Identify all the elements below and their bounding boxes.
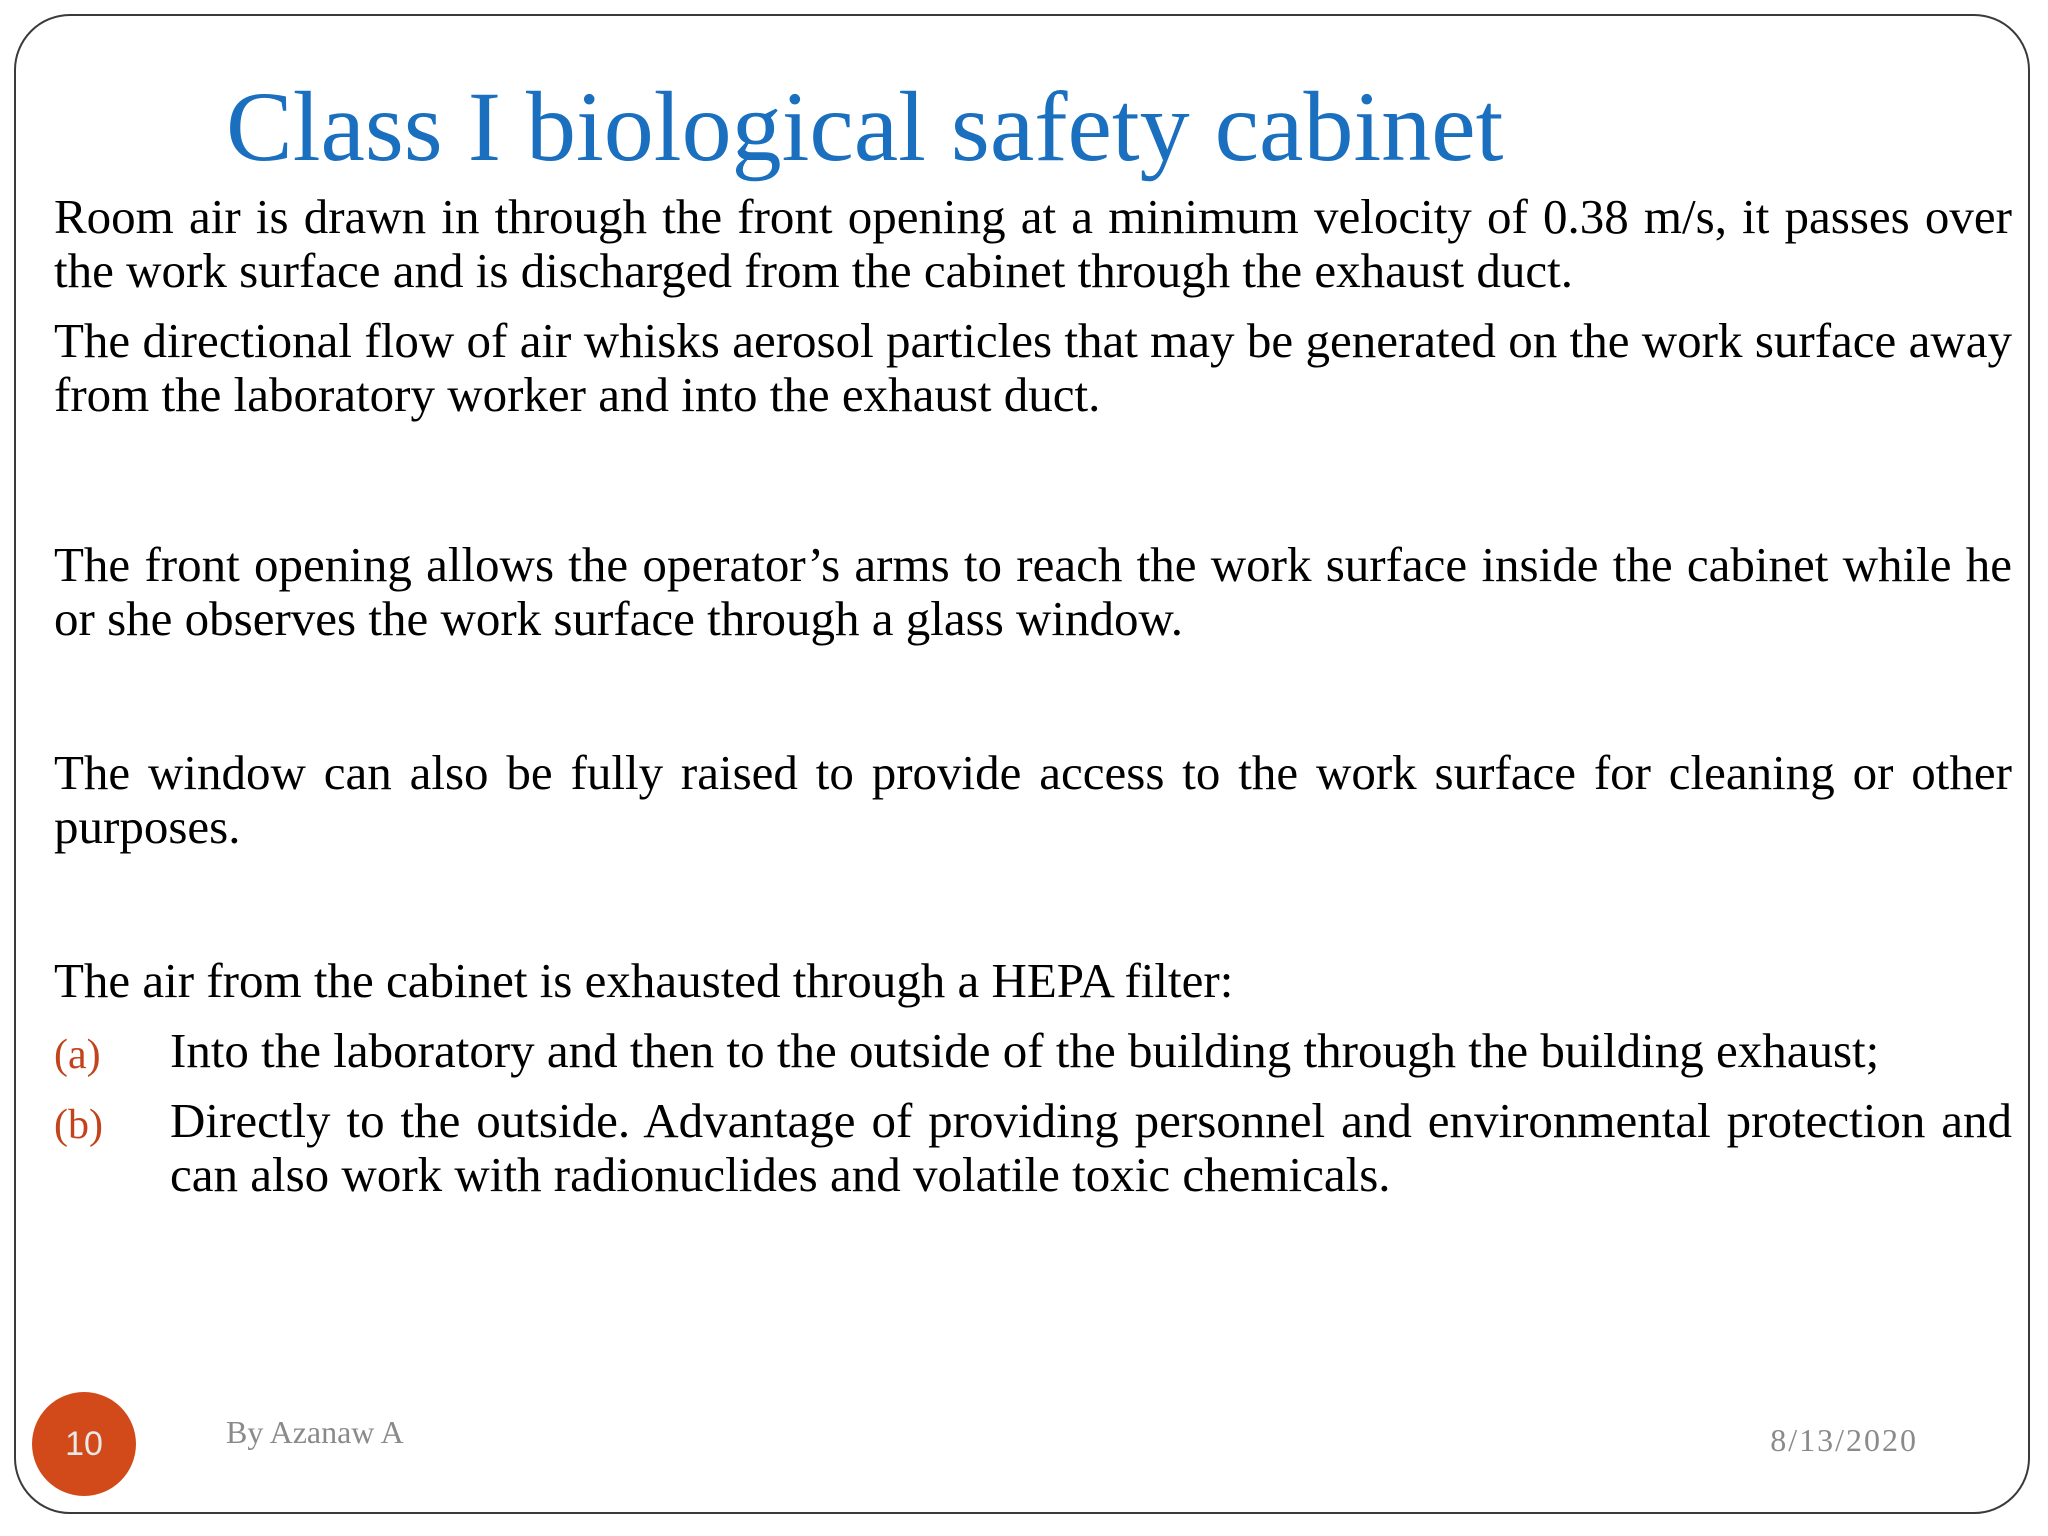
footer-date: 8/13/2020: [1770, 1422, 1918, 1458]
list-item-text: Directly to the outside. Advantage of providing personnel and environmental protection and can also work with radionuclides and volatile toxic chemicals.: [170, 1093, 2012, 1202]
list-item-text: Into the laboratory and then to the outside of the building through the building exhaust;: [170, 1023, 1880, 1078]
list-marker: (a): [54, 1032, 101, 1078]
list-marker: (b): [54, 1102, 103, 1148]
paragraph-window: The window can also be fully raised to provide access to the work surface for cleaning or other purposes.: [54, 745, 2012, 854]
slide-title: Class I biological safety cabinet: [226, 71, 1504, 182]
paragraph-hepa-filter: The air from the cabinet is exhausted through a HEPA filter:: [54, 953, 1234, 1008]
paragraph-airflow: Room air is drawn in through the front opening at a minimum velocity of 0.38 m/s, it passes over the work surface and is discharged from the cabinet through the exhaust duct.: [54, 189, 2012, 298]
paragraph-front-opening: The front opening allows the operator’s arms to reach the work surface inside the cabinet while he or she observes the work surface through a glass window.: [54, 537, 2012, 646]
list-item: [54, 1094, 2012, 1202]
page-number-badge: 10: [32, 1392, 136, 1496]
exhaust-options-list: [54, 1024, 2012, 1202]
slide-body: [54, 190, 2012, 1202]
list-item: [54, 1024, 2012, 1078]
paragraph-directional-flow: The directional flow of air whisks aerosol particles that may be generated on the work surface away from the laboratory worker and into the exhaust duct.: [54, 313, 2012, 422]
footer-author: By Azanaw A: [226, 1414, 404, 1450]
